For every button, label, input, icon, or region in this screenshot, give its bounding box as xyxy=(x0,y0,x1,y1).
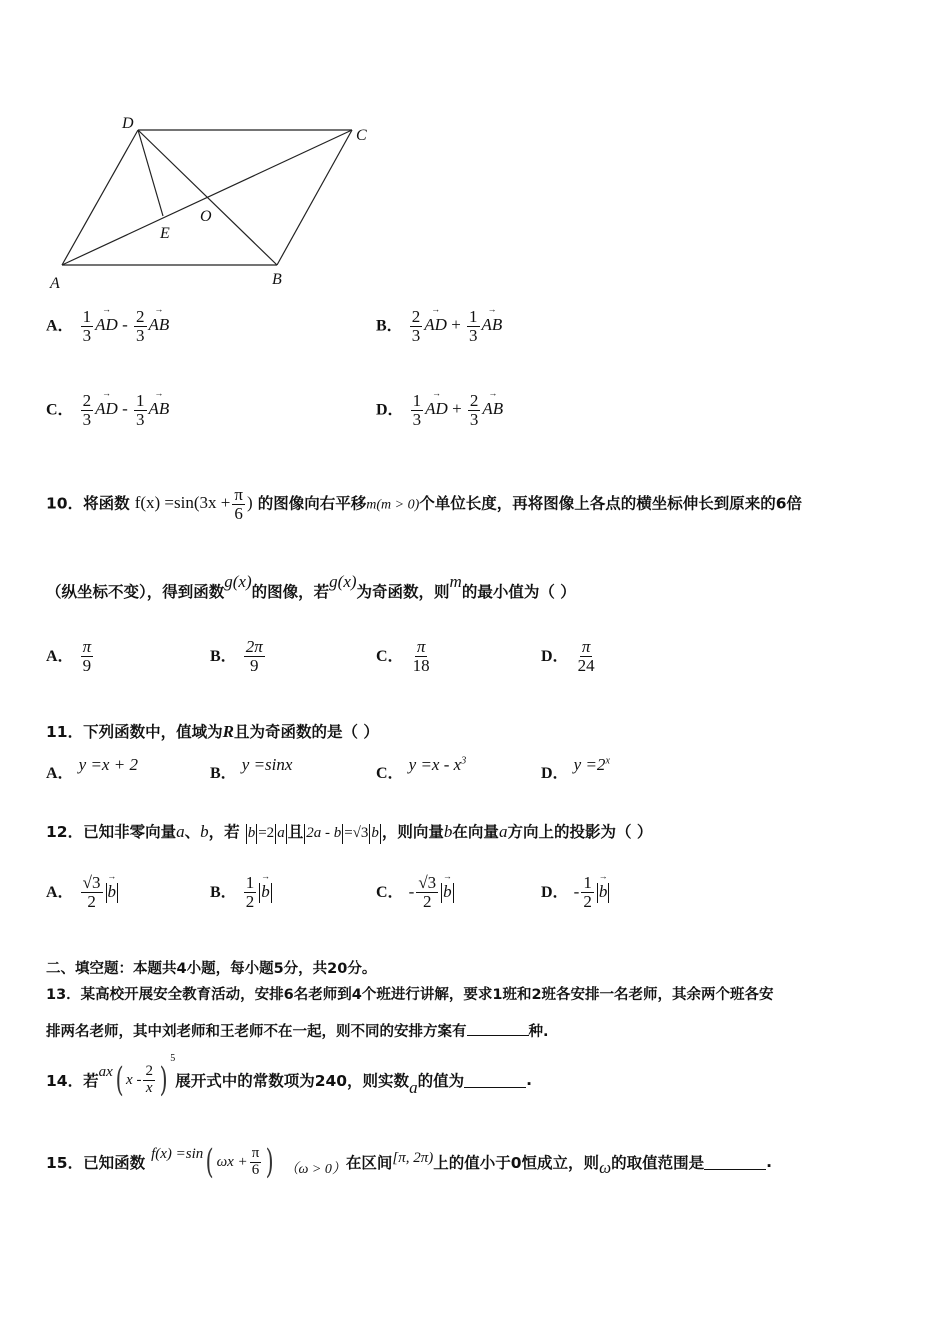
q12-option-a[interactable] xyxy=(46,874,119,911)
question-number: 15． xyxy=(46,1154,84,1172)
left-paren: ( xyxy=(115,1060,124,1100)
vector-ad: → AD xyxy=(95,399,118,419)
frac-num: √3 xyxy=(82,873,101,892)
edge-BC xyxy=(277,130,352,265)
question-number: 12． xyxy=(46,823,84,841)
frac-num: 1 xyxy=(583,873,592,892)
vec-b: → b xyxy=(261,882,270,902)
q10-text: 倍 xyxy=(786,494,803,513)
label-O: O xyxy=(200,208,212,225)
var-a: a xyxy=(409,1078,418,1097)
q12-text: ，若 xyxy=(208,823,240,841)
q15-text: . xyxy=(766,1153,772,1171)
vec-b: → b xyxy=(599,882,608,902)
q9-option-c[interactable] xyxy=(46,392,169,429)
q10-text: 6 xyxy=(775,494,787,513)
operator: - xyxy=(122,315,128,335)
option-letter: A． xyxy=(46,317,74,335)
frac-den: 6 xyxy=(251,1161,260,1178)
frac-num: 2π xyxy=(245,637,263,656)
q15-text: 已知函数 xyxy=(83,1154,146,1172)
frac-den: 2 xyxy=(583,891,592,911)
q15-text: 在区间 xyxy=(345,1154,393,1172)
q10-stem-line2 xyxy=(46,572,576,602)
q9-option-d[interactable] xyxy=(376,392,503,429)
coef2-num: 2 xyxy=(469,391,479,410)
option-expr: y =x - x xyxy=(408,755,462,774)
option-frac xyxy=(81,638,94,675)
q10-text: 将函数 xyxy=(83,494,130,513)
coef1-num: 2 xyxy=(82,391,92,410)
q15-text: 上的值小于0恒成立，则 xyxy=(433,1154,600,1172)
q14-stem xyxy=(46,1052,532,1100)
g-of-x: g(x) xyxy=(329,572,357,591)
function-lhs: f(x) =sin(3x + xyxy=(134,493,231,513)
function-lhs: f(x) =sin xyxy=(151,1145,204,1162)
operator: + xyxy=(452,399,462,419)
frac-num: π xyxy=(251,1144,260,1161)
q12-text: 已知非零向量 xyxy=(83,823,177,841)
coef1-num: 1 xyxy=(82,307,92,326)
frac-den: x xyxy=(145,1079,153,1096)
vector-ab: → AB xyxy=(149,399,170,419)
frac-den: 2 xyxy=(87,891,96,911)
vec-b: b xyxy=(443,822,453,841)
binomial-x: x - xyxy=(126,1071,142,1088)
q10-stem-line1 xyxy=(46,486,802,523)
option-letter: C． xyxy=(376,765,404,782)
option-letter: A． xyxy=(46,883,74,901)
equals-2: =2 xyxy=(258,825,275,841)
q12-option-c[interactable] xyxy=(376,874,455,911)
coef2-den: 3 xyxy=(469,325,478,345)
vector-ab: → AB xyxy=(149,315,170,335)
option-letter: C． xyxy=(376,883,404,901)
coef2-den: 3 xyxy=(136,409,145,429)
q12-text: 且 xyxy=(287,823,304,841)
condition-1 xyxy=(245,825,288,841)
frac-den: 6 xyxy=(234,503,243,523)
question-number: 11． xyxy=(46,723,84,741)
question-number: 14． xyxy=(46,1072,84,1090)
vector-ad: → AD xyxy=(425,399,448,419)
q13-line2 xyxy=(46,1020,549,1041)
option-expr: y =x + 2 xyxy=(78,755,138,774)
edge-AD xyxy=(62,130,138,265)
diagonal-DB xyxy=(138,130,277,265)
g-of-x: g(x) xyxy=(224,572,252,591)
q11-option-d[interactable] xyxy=(541,755,610,783)
exponent: x xyxy=(605,755,610,767)
vector-ad: → AD xyxy=(424,315,447,335)
q11-text: 且为奇函数的是（ ） xyxy=(233,723,379,741)
coef2-den: 3 xyxy=(136,325,145,345)
equals-sqrt3: =√3 xyxy=(344,825,369,841)
q10-function xyxy=(134,485,253,523)
q10-option-c[interactable] xyxy=(376,638,434,675)
q10-text: 的图像向右平移 xyxy=(257,494,367,513)
condition-2 xyxy=(303,825,382,841)
coef1-num: 1 xyxy=(412,391,422,410)
frac-den: 24 xyxy=(577,655,595,675)
q11-option-c[interactable] xyxy=(376,755,467,783)
q10-text: 的最小值为（ ） xyxy=(461,583,576,601)
question-number: 10． xyxy=(46,494,84,513)
q13-text: 排两名老师，其中刘老师和王老师不在一起，则不同的安排方案有 xyxy=(46,1024,467,1040)
option-letter: C． xyxy=(376,647,404,665)
q9-option-a[interactable] xyxy=(46,308,169,345)
option-letter: B． xyxy=(376,317,403,335)
parallelogram-figure xyxy=(40,110,380,300)
inner-expr: ωx + xyxy=(216,1153,248,1170)
option-letter: B． xyxy=(210,883,237,901)
q10-text: 为奇函数，则 xyxy=(356,583,450,601)
frac-num: π xyxy=(82,637,92,656)
label-E: E xyxy=(160,225,170,242)
q13-text: 种. xyxy=(528,1024,549,1040)
vec-b: → b xyxy=(443,882,452,902)
option-letter: B． xyxy=(210,765,237,782)
answer-blank[interactable] xyxy=(467,1021,529,1036)
ax-term: ax xyxy=(98,1063,113,1080)
q14-text: 的值为 xyxy=(417,1072,465,1090)
m-var: m xyxy=(449,572,462,591)
q10-option-d[interactable] xyxy=(541,638,599,675)
q11-stem xyxy=(46,720,379,742)
q14-text: 若 xyxy=(83,1072,99,1090)
q10-text: 个单位长度，再将图像上各点的横坐标伸长到原来的 xyxy=(419,494,776,513)
vector-ab: → AB xyxy=(482,399,503,419)
frac-den: 2 xyxy=(245,891,255,911)
coef1-den: 3 xyxy=(411,325,421,345)
q12-text: ，则向量 xyxy=(381,823,444,841)
label-A: A xyxy=(50,275,60,292)
answer-blank[interactable] xyxy=(464,1073,526,1088)
coef1-den: 3 xyxy=(412,409,422,429)
paren: ) xyxy=(246,493,253,513)
frac-num: π xyxy=(416,637,426,656)
interval: [π, 2π) xyxy=(392,1149,434,1166)
vec-b: b xyxy=(200,822,209,841)
omega-var: ω xyxy=(599,1158,612,1177)
operator: + xyxy=(451,315,461,335)
label-C: C xyxy=(356,127,367,144)
frac-den: 9 xyxy=(82,655,92,675)
q14-text: . xyxy=(526,1071,532,1089)
q15-text: 的取值范围是 xyxy=(611,1154,705,1172)
vec-b: → b xyxy=(108,882,117,902)
option-letter: A． xyxy=(46,647,74,665)
frac-num: √3 xyxy=(418,873,437,892)
q12-text: 方向上的投影为（ ） xyxy=(507,823,653,841)
vec-b: b xyxy=(371,825,379,841)
q10-text: （纵坐标不变），得到函数 xyxy=(46,583,225,601)
option-expr: y =2 xyxy=(573,755,606,774)
frac-num: π xyxy=(581,637,591,656)
left-paren: ( xyxy=(205,1142,214,1182)
q13-line1: 13．某高校开展安全教育活动，安排6名老师到4个班进行讲解，要求1班和2班各安排一名老师，其余两个班各安 xyxy=(46,987,774,1003)
q11-option-a[interactable] xyxy=(46,755,138,783)
q11-option-b[interactable] xyxy=(210,755,293,783)
q12-stem xyxy=(46,820,652,844)
option-frac xyxy=(411,638,432,675)
coef2-den: 3 xyxy=(469,409,479,429)
option-letter: D． xyxy=(541,765,569,782)
q14-text: 展开式中的常数项为240，则实数 xyxy=(175,1072,410,1090)
frac-num: 2 xyxy=(145,1062,153,1079)
right-paren: ) xyxy=(159,1060,168,1100)
q12-option-b[interactable] xyxy=(210,874,273,911)
exponent: 3 xyxy=(461,755,467,767)
sign: - xyxy=(408,881,415,901)
vector-ad: → AD xyxy=(95,315,118,335)
coef2-num: 2 xyxy=(136,307,145,326)
right-paren: ) xyxy=(265,1142,274,1182)
q12-text: 在向量 xyxy=(452,823,499,841)
option-frac xyxy=(244,638,265,675)
vec-b: b xyxy=(247,825,256,841)
q9-option-b[interactable] xyxy=(376,308,502,345)
frac-num: 1 xyxy=(245,873,255,892)
vector-ab: → AB xyxy=(482,315,503,335)
label-D: D xyxy=(122,115,134,132)
frac-den: 18 xyxy=(412,655,430,675)
option-expr: y =sinx xyxy=(241,755,293,774)
label-B: B xyxy=(272,271,282,288)
vec-a: a xyxy=(498,822,508,841)
q10-option-a[interactable] xyxy=(46,638,95,675)
option-letter: D． xyxy=(376,401,404,419)
option-frac xyxy=(576,638,597,675)
section-2-title: 二、填空题：本题共4小题，每小题5分，共20分。 xyxy=(46,961,377,977)
coef1-den: 3 xyxy=(82,325,92,345)
frac-den: 9 xyxy=(250,655,259,675)
vec-expr: 2a - b xyxy=(306,825,342,841)
coef1-num: 2 xyxy=(411,307,421,326)
option-letter: D． xyxy=(541,647,569,665)
coef2-num: 1 xyxy=(469,307,478,326)
sign: - xyxy=(573,881,580,901)
option-letter: D． xyxy=(541,883,569,901)
shift-expr: m(m > 0) xyxy=(366,497,420,513)
option-letter: B． xyxy=(210,647,237,665)
option-letter: C． xyxy=(46,401,74,419)
exponent: 5 xyxy=(170,1052,176,1064)
coef2-num: 1 xyxy=(136,391,145,410)
set-R: R xyxy=(222,722,234,741)
q10-text: 的图像，若 xyxy=(251,583,330,601)
answer-blank[interactable] xyxy=(704,1155,766,1170)
operator: - xyxy=(122,399,128,419)
frac-den: 2 xyxy=(423,891,432,911)
vec-a: a xyxy=(277,825,285,841)
q15-stem xyxy=(46,1142,772,1182)
vec-a: a xyxy=(176,822,185,841)
coef1-den: 3 xyxy=(82,409,92,429)
q11-text: 下列函数中，值域为 xyxy=(83,723,223,741)
q12-option-d[interactable] xyxy=(541,874,610,911)
option-letter: A． xyxy=(46,765,74,782)
q10-option-b[interactable] xyxy=(210,638,267,675)
q12-text: 、 xyxy=(184,823,201,841)
omega-condition: （ω > 0） xyxy=(284,1162,346,1177)
frac-num: π xyxy=(234,485,243,504)
